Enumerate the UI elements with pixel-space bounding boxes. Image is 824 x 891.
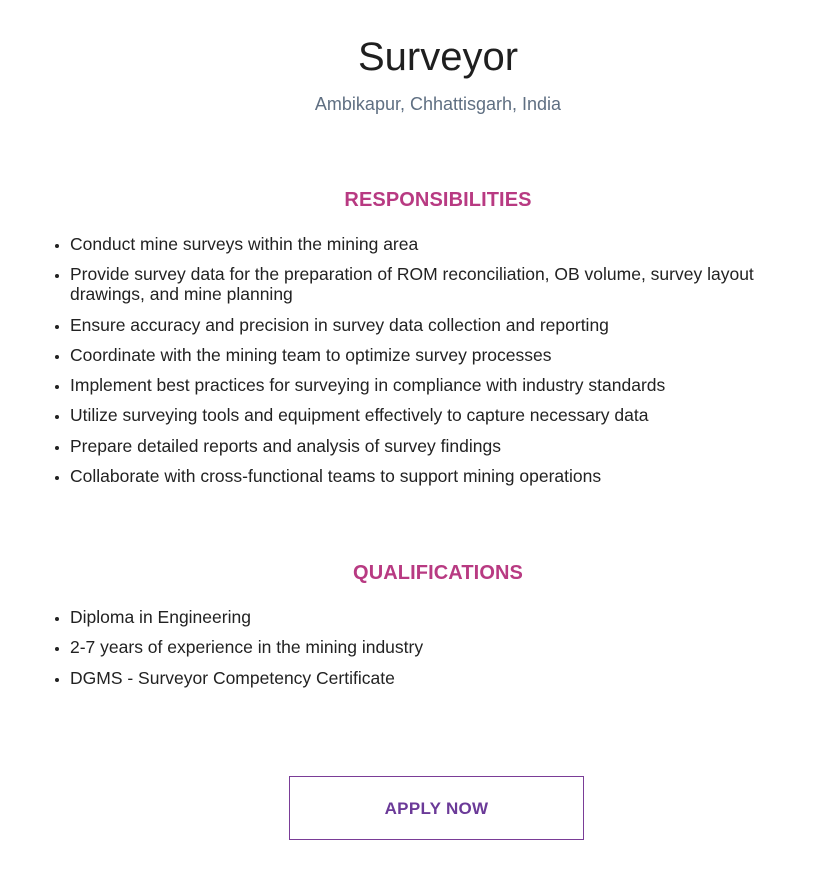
job-title: Surveyor <box>357 35 519 79</box>
list-item: • Provide survey data for the preparation of ROM reconciliation, OB volume, survey layout drawings, and mine planning <box>70 264 824 304</box>
qualifications-list <box>36 607 824 698</box>
list-item: • Conduct mine surveys within the mining area <box>70 234 824 254</box>
list-item: • Collaborate with cross-functional teams to support mining operations <box>70 466 824 486</box>
list-item: • DGMS - Surveyor Competency Certificate <box>70 668 824 688</box>
list-item: • Implement best practices for surveying in compliance with industry standards <box>70 375 824 395</box>
qualifications-heading: QUALIFICATIONS <box>353 562 523 584</box>
list-item: • Ensure accuracy and precision in survey data collection and reporting <box>70 315 824 335</box>
list-item: • Diploma in Engineering <box>70 607 824 627</box>
responsibilities-list <box>36 234 824 496</box>
responsibilities-heading: RESPONSIBILITIES <box>344 189 532 211</box>
list-item: • Utilize surveying tools and equipment effectively to capture necessary data <box>70 405 824 425</box>
job-location: Ambikapur, Chhattisgarh, India <box>314 94 562 114</box>
list-item: • Prepare detailed reports and analysis of survey findings <box>70 436 824 456</box>
list-item: • Coordinate with the mining team to optimize survey processes <box>70 345 824 365</box>
list-item: • 2-7 years of experience in the mining industry <box>70 637 824 657</box>
apply-now-button[interactable]: APPLY NOW <box>289 776 584 840</box>
